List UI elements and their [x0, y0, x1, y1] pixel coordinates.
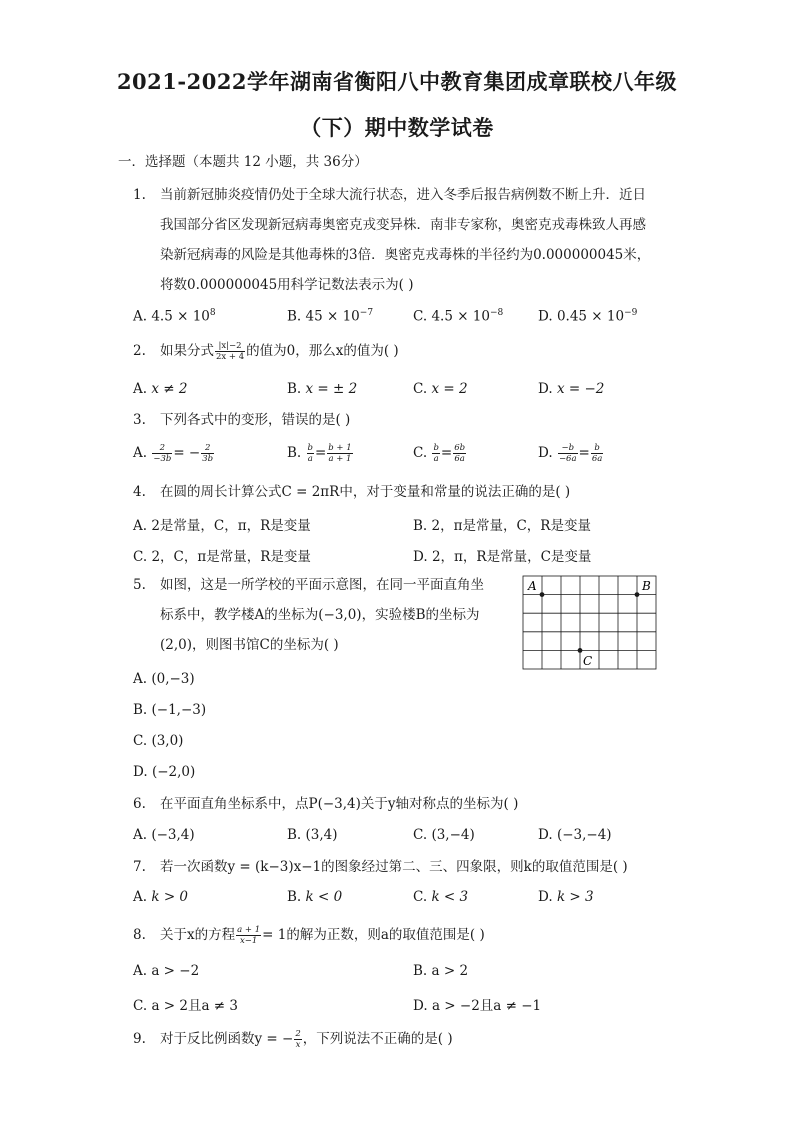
label-a: A: [528, 579, 537, 593]
option-a[interactable]: A. k > 0: [133, 889, 189, 905]
option-b[interactable]: B. (−1,−3): [133, 702, 207, 718]
option-d[interactable]: D. $\frac{-b}{-6a}$ = $\frac{b}{6a}$: [538, 443, 603, 464]
option-text: 4.5 × 10: [151, 308, 210, 325]
question-number: 1.: [133, 187, 146, 203]
point-c: [578, 648, 583, 653]
option-c[interactable]: C. (3,0): [133, 733, 184, 749]
question-line: 染新冠病毒的风险是其他毒株的3倍．奥密克戎毒株的半径约为0.000000045米，: [160, 247, 651, 263]
option-d[interactable]: D. 2，π，R是常量，C是变量: [413, 549, 592, 565]
option-c[interactable]: C. $4.5 \times 10^{-8}$: [413, 308, 504, 325]
label-c: C: [583, 654, 593, 668]
option-a[interactable]: A. (0,−3): [133, 671, 195, 687]
fraction: $\frac{|x|-2}{2x + 4}$: [216, 341, 245, 362]
option-b[interactable]: B. (3,4): [287, 827, 338, 843]
option-c[interactable]: C. 2，C，π是常量，R是变量: [133, 549, 311, 565]
option-b[interactable]: B. 2，π是常量，C，R是变量: [413, 518, 591, 534]
option-b[interactable]: B. $45 \times 10^{-7}$: [287, 308, 374, 325]
option-a[interactable]: A. x ≠ 2: [133, 381, 188, 397]
option-d[interactable]: D. $0.45 \times 10^{-9}$: [538, 308, 638, 325]
option-c[interactable]: C. x = 2: [413, 381, 468, 397]
option-c[interactable]: C. (3,−4): [413, 827, 475, 843]
question-text: [160, 180, 650, 300]
point-a: [540, 592, 545, 597]
title-line-2: （下）期中数学试卷: [300, 115, 494, 140]
option-text: 45 × 10: [305, 308, 360, 325]
option-d[interactable]: D. (−2,0): [133, 764, 196, 780]
question-line: 当前新冠肺炎疫情仍处于全球大流行状态，进入冬季后报告病例数不断上升．近日: [160, 187, 646, 203]
option-d[interactable]: D. (−3,−4): [538, 827, 612, 843]
option-c[interactable]: C. k < 3: [413, 889, 469, 905]
option-text: 0.45 × 10: [556, 308, 625, 325]
option-a[interactable]: A. a > −2: [133, 963, 200, 979]
option-a[interactable]: A. 2是常量，C，π，R是变量: [133, 518, 311, 534]
option-b[interactable]: B. a > 2: [413, 963, 469, 979]
section-heading: 一．选择题（本题共 12 小题，共 36分）: [118, 154, 368, 170]
option-text: 4.5 × 10: [431, 308, 490, 325]
option-a[interactable]: A. $4.5 \times 10^8$: [133, 308, 216, 325]
option-b[interactable]: B. x = ± 2: [287, 381, 358, 397]
option-d[interactable]: D. x = −2: [538, 381, 605, 397]
label-b: B: [642, 579, 651, 593]
title-line-1: 2021-2022学年湖南省衡阳八中教育集团成章联校八年级: [116, 69, 678, 94]
option-d[interactable]: D. a > −2且a ≠ −1: [413, 998, 542, 1014]
option-c[interactable]: C. a > 2且a ≠ 3: [133, 998, 239, 1014]
option-a[interactable]: A. $\frac{2}{-3b}$ = − $\frac{2}{3b}$: [133, 443, 214, 464]
point-b: [635, 592, 640, 597]
option-b[interactable]: B. $\frac{b}{a}$ = $\frac{b + 1}{a + 1}$: [287, 443, 352, 464]
question-line: 将数0.000000045用科学记数法表示为( ): [160, 277, 414, 293]
option-a[interactable]: A. (−3,4): [133, 827, 195, 843]
option-c[interactable]: C. $\frac{b}{a}$ = $\frac{6b}{6a}$: [413, 443, 466, 464]
option-b[interactable]: B. k < 0: [287, 889, 343, 905]
option-d[interactable]: D. k > 3: [538, 889, 594, 905]
school-map-figure: [522, 575, 658, 671]
question-line: 我国部分省区发现新冠病毒奥密克戎变异株．南非专家称，奥密克戎毒株致人再感: [160, 217, 646, 233]
